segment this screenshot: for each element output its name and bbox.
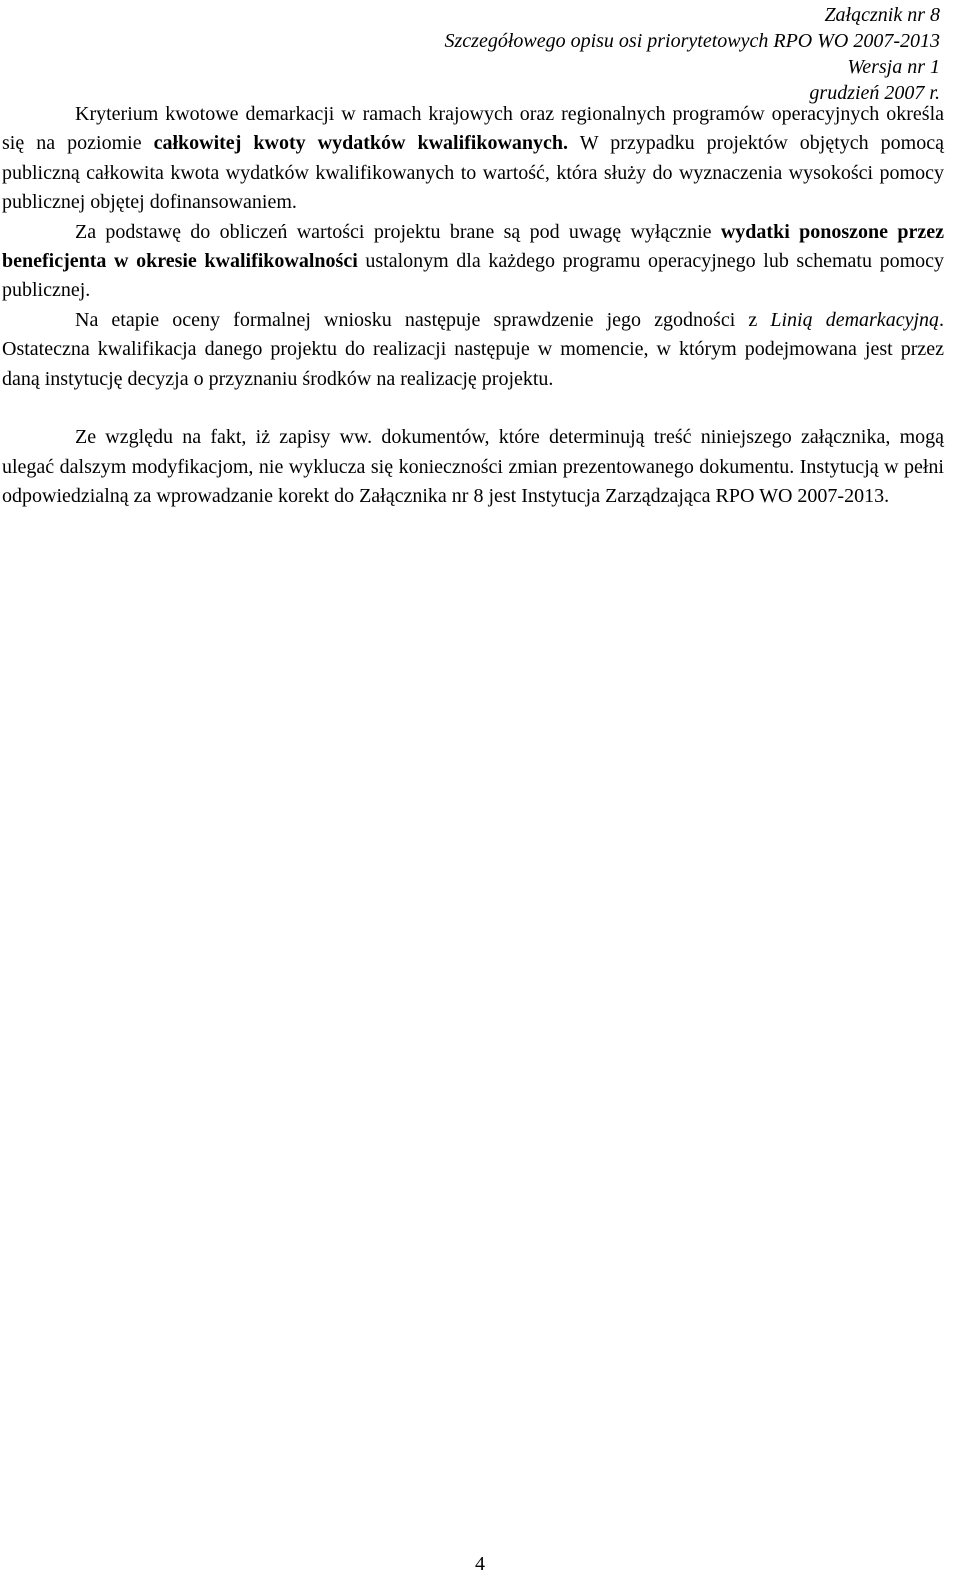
paragraph-amount-criterion (2, 100, 944, 218)
header-attachment-number: Załącznik nr 8 (824, 4, 940, 26)
paragraph-bold-text: wydatki ponoszone przez beneficjenta w okresie kwalifikowalności (2, 220, 944, 273)
paragraph-amendments-notice (2, 423, 944, 511)
paragraph-formal-assessment (2, 306, 944, 394)
paragraph-bold-text: całkowitej kwoty wydatków kwalifikowanych. (153, 132, 569, 155)
paragraph-calculation-basis (2, 218, 944, 306)
header-date: grudzień 2007 r. (809, 82, 940, 104)
paragraph-text: Ze względu na fakt, iż zapisy ww. dokumentów, które determinują treść niniejszego załącznika, mogą ulegać dalszym modyfikacjom, nie wyklucza się konieczności zmian prezentowanego dokumentu. Instytucją w pełni odpowiedzialną za wprowadzanie korekt do Załącznika nr 8 jest Instytucja Zarządzająca RPO WO 2007-2013. (2, 426, 944, 508)
paragraph-text: Na etapie oceny formalnej wniosku następuje sprawdzenie jego zgodności z (75, 308, 771, 331)
paragraph-text: Kryterium kwotowe demarkacji w ramach krajowych oraz regionalnych programów operacyjnych określa się na poziomie (2, 103, 944, 155)
paragraph-text: Za podstawę do obliczeń wartości projektu brane są pod uwagę wyłącznie (75, 220, 721, 243)
document-body (2, 100, 944, 512)
paragraph-text: . Ostateczna kwalifikacja danego projektu do realizacji następuje w momencie, w którym podejmowana jest przez daną instytucję decyzja o przyznaniu środków na realizację projektu. (2, 308, 944, 390)
header-document-title: Szczegółowego opisu osi priorytetowych RPO WO 2007-2013 (444, 30, 940, 52)
header-version: Wersja nr 1 (847, 56, 940, 78)
paragraph-text: ustalonym dla każdego programu operacyjnego lub schematu pomocy publicznej. (2, 250, 944, 302)
paragraph-italic-text: Linią demarkacyjną (770, 308, 939, 331)
document-header (445, 2, 941, 106)
paragraph-text: W przypadku projektów objętych pomocą publiczną całkowita kwota wydatków kwalifikowanych to wartość, która służy do wyznaczenia wysokości pomocy publicznej objętej dofinansowaniem. (2, 132, 944, 214)
page-number: 4 (475, 1553, 485, 1575)
